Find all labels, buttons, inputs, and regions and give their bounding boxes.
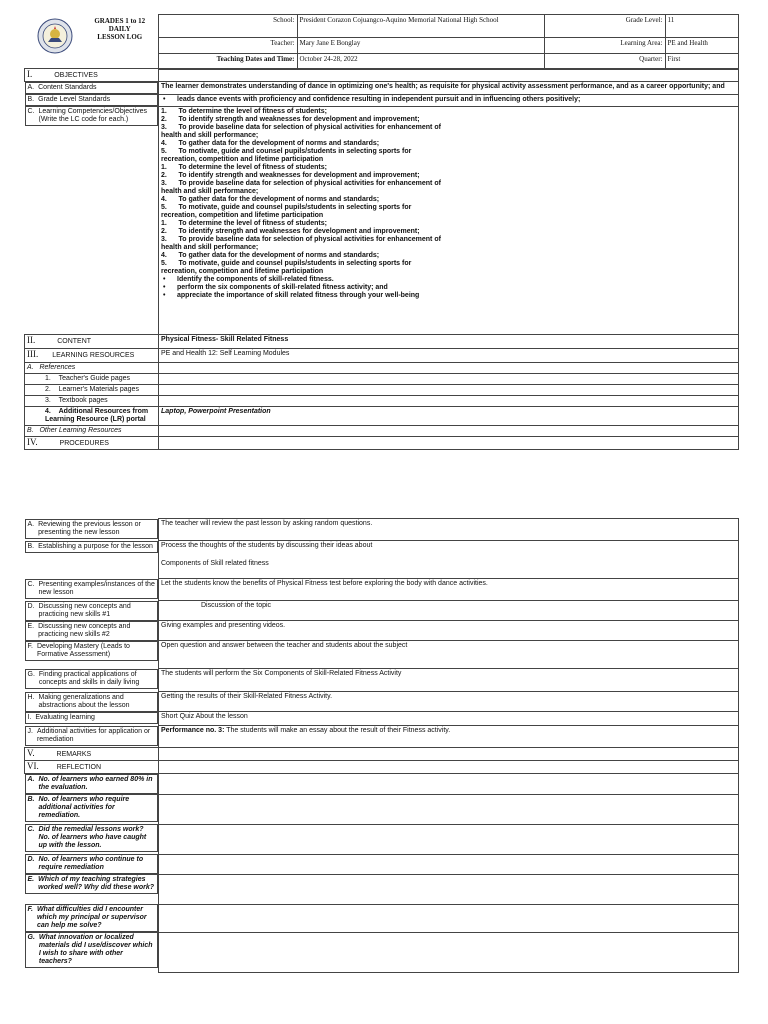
teaching-dates-label: Teaching Dates and Time:: [158, 54, 297, 70]
remarks-heading: [25, 748, 159, 761]
procedure-row: [25, 601, 739, 621]
procedure-row: [25, 621, 739, 641]
other-resources-value: [159, 425, 739, 436]
procedure-label-cell: [25, 726, 159, 746]
reflection-row: [25, 904, 739, 932]
procedure-label-cell: [25, 579, 159, 599]
content-standards-letter: A.: [27, 84, 35, 91]
reflection-row: [25, 932, 739, 972]
reflection-answer: [159, 874, 739, 904]
reflection-row: [25, 874, 739, 904]
procedure-label-cell: [25, 669, 159, 689]
textbook-pages-value: [159, 395, 739, 406]
competency-line: health and skill performance;: [161, 187, 259, 195]
teaching-dates-value: October 24-28, 2022: [297, 54, 544, 70]
quarter-value: First: [665, 54, 738, 70]
procedure-value-cell: [159, 541, 739, 579]
procedure-label: Making generalizations and abstractions about the lesson: [38, 693, 130, 709]
procedure-value: The students will perform the Six Components of Skill-Related Fitness Activity: [161, 670, 402, 677]
competency-line: 5. To motivate, guide and counsel pupils/students in selecting sports for: [161, 203, 412, 211]
teacher-value: Mary Jane E Bonglay: [297, 38, 544, 54]
reflection-answer: [159, 774, 739, 795]
reflection-row: [25, 854, 739, 874]
procedure-letter: F.: [27, 642, 33, 650]
reflection-label-cell: [25, 874, 159, 894]
reflection-question: No. of learners who continue to require remediation: [38, 856, 144, 871]
procedure-value: The students will make an essay about the result of their Fitness activity.: [224, 727, 451, 734]
procedure-label: Finding practical applications of concepts and skills in daily living: [38, 670, 140, 686]
reflection-letter: A.: [27, 776, 35, 783]
objectives-num: I.: [27, 69, 33, 79]
school-value: President Corazon Cojuangco-Aquino Memorial National High School: [297, 15, 544, 38]
lesson-log-page-1: [0, 0, 768, 470]
competencies-lines: [161, 108, 736, 276]
objectives-heading: [25, 69, 159, 82]
grade-level-standards-cell: [25, 94, 159, 106]
reflection-letter: D.: [27, 856, 35, 863]
procedure-label: Establishing a purpose for the lesson: [38, 542, 153, 550]
reflection-row: [25, 774, 739, 795]
learners-materials-label: 2. Learner's Materials pages: [25, 384, 159, 395]
reflection-letter: B.: [27, 796, 35, 803]
procedure-label-cell: [25, 541, 159, 553]
procedure-label: Reviewing the previous lesson or presenting the new lesson: [38, 520, 141, 536]
competency-line: recreation, competition and lifetime participation: [161, 267, 324, 275]
grade-level-standards-value: • leads dance events with proficiency and confidence resulting in independent pursuit and in influencing others positively;: [161, 96, 580, 103]
procedure-value-cell: [159, 519, 739, 541]
procedure-value: Process the thoughts of the students by discussing their ideas about: [161, 542, 373, 549]
procedure-letter: D.: [27, 602, 35, 610]
procedure-row: [25, 579, 739, 601]
reflection-question: What innovation or localized materials did I use/discover which I wish to share with other teachers?: [38, 934, 153, 965]
header-table: [24, 14, 739, 70]
lesson-log-page-2: [0, 470, 768, 1024]
remarks-label: REMARKS: [56, 751, 92, 758]
learning-competencies-letter: C.: [27, 108, 35, 115]
remarks-value: [159, 748, 739, 761]
competency-line: 1. To determine the level of fitness of students;: [161, 107, 327, 115]
remarks-num: V.: [27, 748, 35, 758]
procedure-label-cell: [25, 692, 159, 712]
reflection-row: [25, 824, 739, 854]
objective-bullet: • perform the six components of skill-related fitness activity; and: [161, 284, 736, 292]
procedure-label: Presenting examples/instances of the new lesson: [38, 580, 155, 596]
log-title: [24, 15, 158, 70]
reflection-label-cell: [25, 824, 159, 852]
reflection-label-cell: [25, 774, 159, 794]
procedure-value-cell: [159, 712, 739, 726]
content-standards-label: Content Standards: [38, 84, 97, 91]
teachers-guide-value: [159, 373, 739, 384]
reflection-question: No. of learners who require additional activities for remediation.: [38, 796, 130, 819]
learning-resources-heading: [25, 348, 159, 362]
content-standards-cell: [25, 82, 159, 94]
procedure-value: The teacher will review the past lesson by asking random questions.: [161, 520, 373, 527]
competency-line: health and skill performance;: [161, 131, 259, 139]
reflection-letter: C.: [27, 826, 35, 833]
procedure-row: [25, 541, 739, 579]
procedure-letter: A.: [27, 520, 35, 528]
reflection-answer: [159, 824, 739, 854]
competency-line: 5. To motivate, guide and counsel pupils/students in selecting sports for: [161, 259, 412, 267]
procedure-value-emphasis: Performance no. 3:: [161, 727, 225, 734]
procedure-letter: E.: [27, 622, 35, 630]
reflection-letter: G.: [27, 934, 35, 941]
additional-resources-value: Laptop, Powerpoint Presentation: [159, 406, 739, 425]
procedure-value-extra: Components of Skill related fitness: [161, 560, 269, 567]
references-label: A. References: [25, 362, 159, 373]
reflection-label-cell: [25, 854, 159, 874]
procedure-value: Getting the results of their Skill-Related Fitness Activity.: [161, 693, 333, 700]
reflection-row: [25, 794, 739, 824]
procedures-heading: [25, 436, 159, 449]
procedure-value-cell: [159, 669, 739, 692]
competency-line: 1. To determine the level of fitness of students;: [161, 219, 327, 227]
procedure-label: Evaluating learning: [35, 713, 95, 721]
procedure-row: [25, 726, 739, 748]
reflection-question: Did the remedial lessons work? No. of learners who have caught up with the lesson.: [38, 826, 147, 849]
procedure-row: [25, 641, 739, 669]
grade-level-value: 11: [665, 15, 738, 38]
grade-level-standards-letter: B.: [27, 96, 35, 103]
procedure-letter: C.: [27, 580, 35, 588]
procedure-letter: G.: [27, 670, 35, 678]
reflection-value: [159, 761, 739, 774]
quarter-label: Quarter:: [544, 54, 665, 70]
reflection-letter: F.: [27, 906, 33, 913]
competency-line: 2. To identify strength and weaknesses for development and improvement;: [161, 171, 420, 179]
procedures-label: PROCEDURES: [59, 439, 109, 447]
competency-line: 3. To provide baseline data for selection of physical activities for enhancement of: [161, 123, 441, 131]
learning-area-label: Learning Area:: [544, 38, 665, 54]
procedure-letter: I.: [27, 713, 32, 721]
procedure-row: [25, 669, 739, 692]
reflection-heading: [25, 761, 159, 774]
procedure-letter: J.: [27, 727, 33, 735]
additional-resources-label: 4. Additional Resources from Learning Resource (LR) portal: [25, 406, 159, 425]
objectives-table: [24, 68, 739, 450]
reflection-num: VI.: [27, 761, 39, 771]
competencies-bullets: [161, 276, 736, 300]
objective-bullet: • appreciate the importance of skill related fitness through your well-being: [161, 292, 736, 300]
teachers-guide-label: 1. Teacher's Guide pages: [25, 373, 159, 384]
reflection-answer: [159, 854, 739, 874]
competency-line: health and skill performance;: [161, 243, 259, 251]
procedure-value: Short Quiz About the lesson: [161, 713, 248, 720]
competency-line: 5. To motivate, guide and counsel pupils/students in selecting sports for: [161, 147, 412, 155]
reflection-question: What difficulties did I encounter which my principal or supervisor can help me solve?: [36, 906, 147, 929]
grade-level-standards-value-cell: [159, 94, 739, 106]
procedure-label-cell: [25, 641, 159, 661]
procedure-value-cell: [159, 692, 739, 712]
content-heading: [25, 334, 159, 348]
procedure-value-cell: [159, 726, 739, 748]
procedure-row: [25, 712, 739, 726]
procedure-label: Discussing new concepts and practicing new skills #1: [38, 602, 131, 618]
procedure-value-cell: [159, 641, 739, 669]
competency-line: 4. To gather data for the development of norms and standards;: [161, 251, 380, 259]
procedure-value-cell: [159, 621, 739, 641]
procedure-label-cell: [25, 519, 159, 539]
competency-line: 1. To determine the level of fitness of students;: [161, 163, 327, 171]
procedure-label: Discussing new concepts and practicing new skills #2: [38, 622, 131, 638]
competency-line: 4. To gather data for the development of norms and standards;: [161, 195, 380, 203]
procedure-label-cell: [25, 621, 159, 641]
learning-resources-num: III.: [27, 348, 39, 359]
procedures-num: IV.: [27, 436, 38, 447]
procedure-label-cell: [25, 601, 159, 621]
reflection-answer: [159, 904, 739, 932]
competency-line: recreation, competition and lifetime participation: [161, 155, 324, 163]
learning-resources-label: LEARNING RESOURCES: [52, 351, 135, 359]
learning-competencies-cell: [25, 106, 159, 126]
competency-line: 3. To provide baseline data for selection of physical activities for enhancement of: [161, 235, 441, 243]
procedure-value: Giving examples and presenting videos.: [161, 622, 286, 629]
procedure-row: [25, 519, 739, 541]
procedure-value-cell: [159, 601, 739, 621]
procedure-value: Discussion of the topic: [201, 602, 272, 609]
competency-line: 4. To gather data for the development of norms and standards;: [161, 139, 380, 147]
objectives-label: OBJECTIVES: [54, 72, 98, 79]
reflection-answer: [159, 932, 739, 972]
reflection-label: REFLECTION: [56, 764, 102, 771]
content-label: CONTENT: [57, 337, 92, 345]
learners-materials-value: [159, 384, 739, 395]
procedure-row: [25, 692, 739, 712]
procedure-value: Open question and answer between the teacher and students about the subject: [161, 642, 408, 649]
competency-line: recreation, competition and lifetime participation: [161, 211, 324, 219]
procedure-value-cell: [159, 579, 739, 601]
reflection-label-cell: [25, 904, 159, 932]
procedure-letter: B.: [27, 542, 35, 550]
procedure-label: Developing Mastery (Leads to Formative Assessment): [36, 642, 130, 658]
reflection-answer: [159, 794, 739, 824]
competency-line: 2. To identify strength and weaknesses for development and improvement;: [161, 227, 420, 235]
learning-area-value: PE and Health: [665, 38, 738, 54]
other-resources-label: B. Other Learning Resources: [25, 425, 159, 436]
objective-bullet: • Identify the components of skill-related fitness.: [161, 276, 736, 284]
procedure-label-cell: [25, 712, 159, 724]
log-title-line2: DAILY: [108, 24, 131, 33]
competency-line: 3. To provide baseline data for selection of physical activities for enhancement of: [161, 179, 441, 187]
reflection-letter: E.: [27, 876, 35, 883]
content-value: Physical Fitness- Skill Related Fitness: [159, 334, 739, 348]
reflection-label-cell: [25, 932, 159, 968]
reflection-question: No. of learners who earned 80% in the evaluation.: [38, 776, 153, 791]
log-title-line1: GRADES 1 to 12: [94, 16, 146, 25]
learning-competencies-list: [159, 106, 739, 334]
learning-competencies-label: Learning Competencies/Objectives (Write the LC code for each.): [38, 108, 148, 123]
reflection-label-cell: [25, 794, 159, 822]
procedure-value: Let the students know the benefits of Physical Fitness test before exploring the body with dance activities.: [161, 580, 488, 587]
grade-level-label: Grade Level:: [544, 15, 665, 38]
teacher-label: Teacher:: [158, 38, 297, 54]
content-num: II.: [27, 334, 36, 345]
log-title-line3: LESSON LOG: [97, 32, 143, 41]
competency-line: 2. To identify strength and weaknesses for development and improvement;: [161, 115, 420, 123]
procedure-letter: H.: [27, 693, 35, 701]
content-standards-value: The learner demonstrates understanding of dance in optimizing one's health; as requisite for physical activity assessment performance, and as a career opportunity; and: [159, 82, 739, 95]
procedures-table: [24, 518, 739, 973]
school-label: School:: [158, 15, 297, 38]
learning-resources-value: PE and Health 12: Self Learning Modules: [159, 348, 739, 362]
grade-level-standards-label: Grade Level Standards: [38, 96, 111, 103]
textbook-pages-label: 3. Textbook pages: [25, 395, 159, 406]
reflection-question: Which of my teaching strategies worked well? Why did these work?: [38, 876, 155, 891]
procedure-label: Additional activities for application or remediation: [36, 727, 151, 743]
